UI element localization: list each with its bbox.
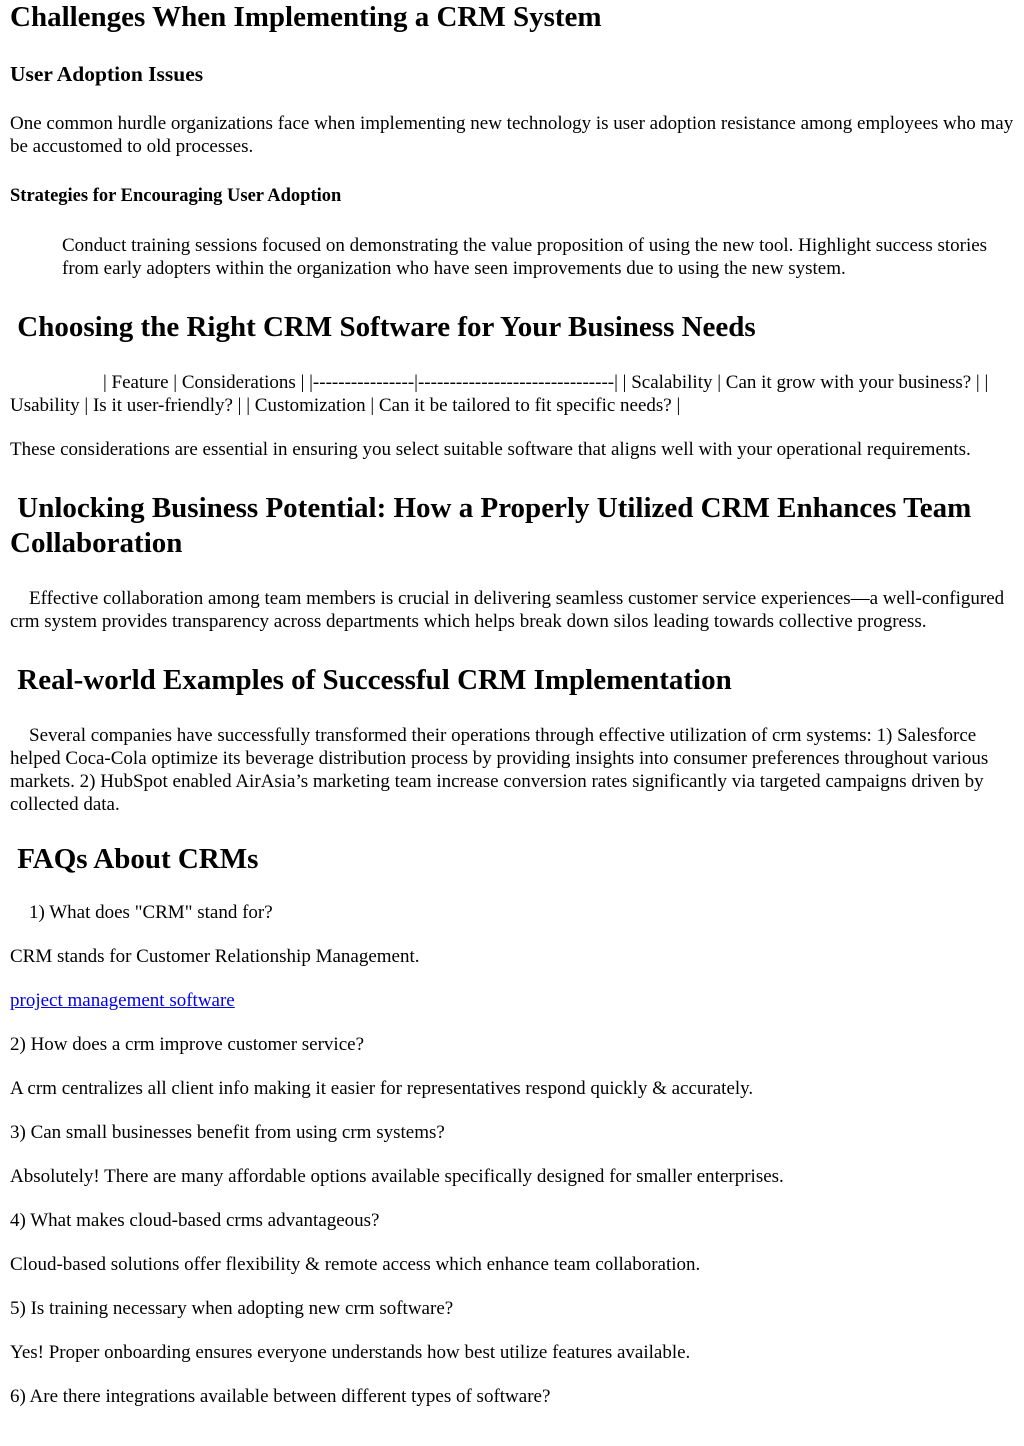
paragraph-unlocking bbox=[10, 587, 1014, 633]
faq-question-1 bbox=[10, 901, 1014, 924]
table-text: | Feature | Considerations | |----------------|-------------------------------| | Scalability | Can it grow with your business? | | Usability | Is it user-friendly? | | Customization | Can it be tailored to fit specific needs? | bbox=[10, 372, 989, 416]
heading-unlocking-text: Unlocking Business Potential: How a Properly Utilized CRM Enhances Team Collaboration bbox=[10, 492, 972, 559]
faq-question-6: 6) Are there integrations available between different types of software? bbox=[10, 1386, 551, 1407]
paragraph-examples-text: Several companies have successfully transformed their operations through effective utilization of crm systems: 1) Salesforce helped Coca-Cola optimize its beverage distribution process by providing insights into consumer preferences throughout various markets. 2) HubSpot enabled AirAsia’s marketing team increase conversion rates significantly via targeted campaigns driven by collected data. bbox=[10, 725, 989, 815]
heading-strategies: Strategies for Encouraging User Adoption bbox=[10, 186, 342, 206]
heading-user-adoption: User Adoption Issues bbox=[10, 62, 204, 86]
faq-answer-3: Absolutely! There are many affordable options available specifically designed for smaller enterprises. bbox=[10, 1166, 784, 1187]
faq-answer-4: Cloud-based solutions offer flexibility & remote access which enhance team collaboration. bbox=[10, 1254, 701, 1275]
faq-question-3: 3) Can small businesses benefit from using crm systems? bbox=[10, 1122, 445, 1143]
page-title: Challenges When Implementing a CRM System bbox=[10, 1, 602, 33]
heading-examples-text: Real-world Examples of Successful CRM Implementation bbox=[17, 664, 732, 696]
heading-choosing-text: Choosing the Right CRM Software for Your Business Needs bbox=[17, 311, 756, 343]
faq-answer-5: Yes! Proper onboarding ensures everyone understands how best utilize features available. bbox=[10, 1342, 691, 1363]
faq-question-4: 4) What makes cloud-based crms advantageous? bbox=[10, 1210, 380, 1231]
heading-choosing bbox=[10, 310, 1014, 345]
paragraph-user-adoption: One common hurdle organizations face when implementing new technology is user adoption resistance among employees who may be accustomed to old processes. bbox=[10, 113, 1014, 157]
heading-faqs-text: FAQs About CRMs bbox=[17, 843, 259, 875]
faq-answer-1: CRM stands for Customer Relationship Management. bbox=[10, 946, 420, 967]
heading-faqs bbox=[10, 842, 1014, 877]
heading-unlocking bbox=[10, 491, 1014, 561]
faq-question-1-text: 1) What does "CRM" stand for? bbox=[29, 902, 273, 923]
faq-question-5: 5) Is training necessary when adopting new crm software? bbox=[10, 1298, 454, 1319]
paragraph-examples bbox=[10, 724, 1014, 816]
paragraph-unlocking-text: Effective collaboration among team members is crucial in delivering seamless customer service experiences—a well-configured crm system provides transparency across departments which helps break down silos leading towards collective progress. bbox=[10, 588, 1005, 632]
link-paragraph bbox=[10, 989, 1014, 1012]
project-management-link[interactable]: project management software bbox=[10, 990, 235, 1011]
article bbox=[10, 0, 1014, 1408]
faq-question-2: 2) How does a crm improve customer service? bbox=[10, 1034, 365, 1055]
heading-examples bbox=[10, 663, 1014, 698]
faq-answer-2: A crm centralizes all client info making it easier for representatives respond quickly & accurately. bbox=[10, 1078, 754, 1099]
paragraph-considerations: These considerations are essential in ensuring you select suitable software that aligns well with your operational requirements. bbox=[10, 439, 971, 460]
table-text-paragraph bbox=[10, 371, 1014, 417]
strategies-blockquote: Conduct training sessions focused on demonstrating the value proposition of using the new tool. Highlight success stories from early adopters within the organization who have seen improvements due to using the new system. bbox=[62, 235, 988, 279]
